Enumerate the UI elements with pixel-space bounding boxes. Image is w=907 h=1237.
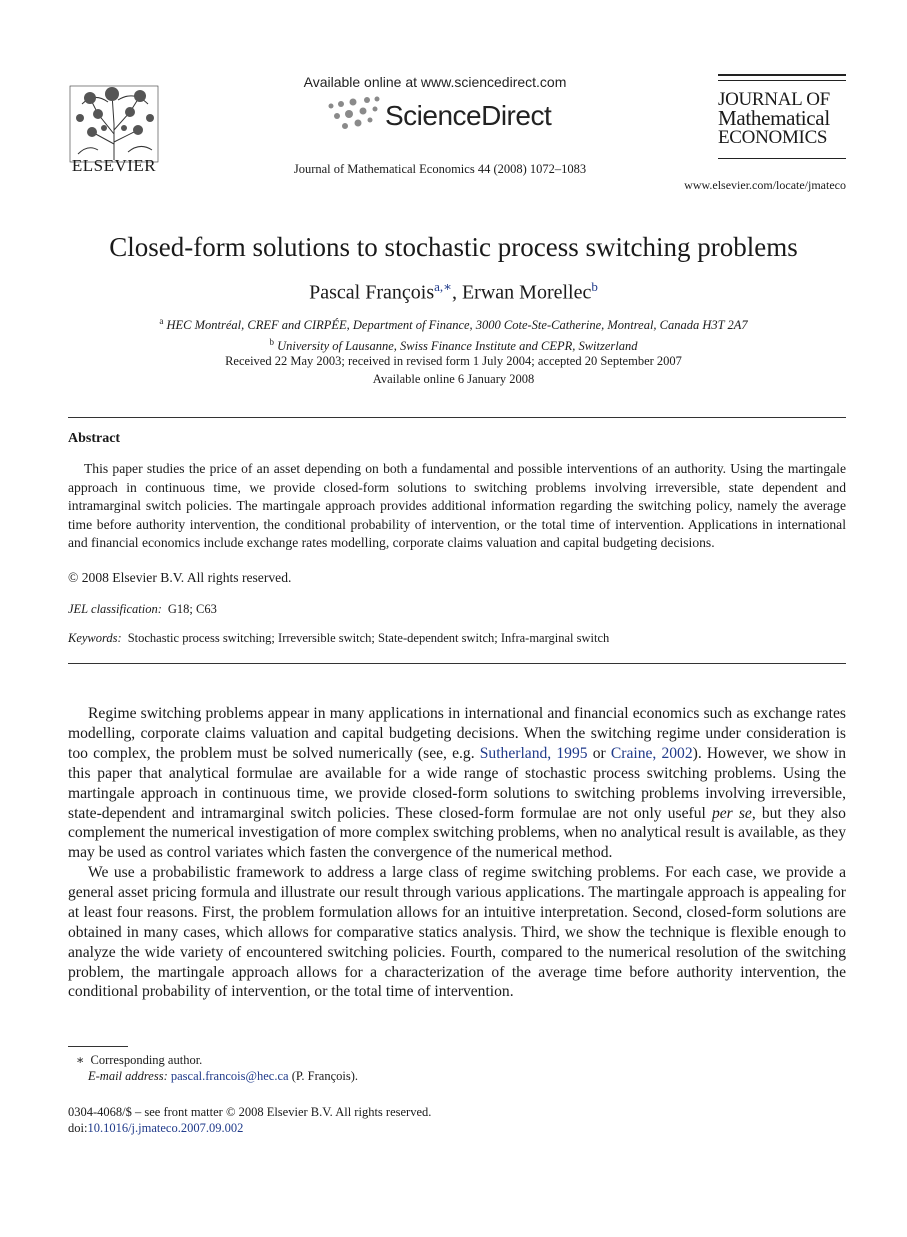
abstract-copyright: © 2008 Elsevier B.V. All rights reserved. bbox=[68, 570, 292, 585]
citation-link[interactable]: Sutherland, 1995 bbox=[479, 744, 588, 762]
citation-link[interactable]: Craine, 2002 bbox=[610, 744, 693, 762]
available-online-date: Available online 6 January 2008 bbox=[372, 372, 535, 386]
sciencedirect-dots-icon bbox=[325, 96, 385, 132]
author-separator: , bbox=[451, 281, 462, 304]
journal-logo-line3: ECONOMICS bbox=[718, 127, 828, 148]
section-divider bbox=[68, 663, 846, 664]
footnote-mark: ∗ bbox=[76, 1053, 85, 1067]
journal-logo-title bbox=[718, 90, 848, 147]
keywords bbox=[68, 631, 609, 646]
article-title: Closed-form solutions to stochastic process switching problems bbox=[109, 232, 798, 262]
journal-reference: Journal of Mathematical Economics 44 (2008) 1072–1083 bbox=[293, 162, 587, 176]
author-list bbox=[40, 279, 867, 305]
keywords-label: Keywords: bbox=[68, 631, 122, 645]
paragraph-text: , but they also complement the numerical investigation of more complex switching problems, when no analytical result is available, as they may be used as control variates which fasten the convergence of the numerical method. bbox=[68, 804, 846, 862]
abstract-heading: Abstract bbox=[68, 431, 121, 446]
author-affil-link[interactable]: a,∗ bbox=[434, 279, 452, 294]
paragraph-text: Regime switching problems appear in many applications in international and financial economics such as exchange rates modelling, corporate claims valuation and capital budgeting decisions. When the switching regime under consideration is too complex, the problem must be solved numerically (see, e.g. bbox=[68, 705, 846, 762]
received-dates: Received 22 May 2003; received in revised form 1 July 2004; accepted 20 September 2007 bbox=[225, 354, 682, 368]
email-owner: (P. François). bbox=[291, 1069, 359, 1083]
body-paragraph bbox=[68, 704, 846, 863]
affiliation-text: University of Lausanne, Swiss Finance Institute and CEPR, Switzerland bbox=[277, 339, 638, 354]
affiliation-a bbox=[40, 313, 867, 334]
author-affil-link[interactable]: b bbox=[591, 279, 598, 294]
journal-logo-line1: JOURNAL OF bbox=[718, 89, 830, 110]
corresponding-author-note bbox=[68, 1052, 202, 1069]
author-name: Erwan Morellec bbox=[461, 281, 592, 304]
affiliations bbox=[40, 313, 867, 355]
footnote-rule bbox=[68, 1046, 128, 1047]
paragraph-text: or bbox=[587, 744, 611, 762]
keywords-value: Stochastic process switching; Irreversible switch; State-dependent switch; Infra-marginal switch bbox=[127, 631, 610, 645]
section-divider bbox=[68, 417, 846, 418]
footnote-text: Corresponding author. bbox=[90, 1053, 203, 1067]
journal-url-link[interactable]: www.elsevier.com/locate/jmateco bbox=[684, 178, 846, 192]
journal-logo-line2: Mathematical bbox=[718, 106, 830, 130]
email-link[interactable]: pascal.francois@hec.ca bbox=[170, 1069, 289, 1083]
affiliation-text: HEC Montréal, CREF and CIRPÉE, Department of Finance, 3000 Cote-Ste-Catherine, Montreal, Canada H3T 2A7 bbox=[166, 318, 748, 333]
journal-logo-rule bbox=[718, 80, 846, 81]
jel-classification bbox=[68, 602, 217, 617]
paragraph-italic-text: per se bbox=[711, 804, 752, 822]
body-paragraph: We use a probabilistic framework to address a large class of regime switching problems. For each case, we provide a general asset pricing formula and illustrate our result through various applications. The martingale approach is appealing for at least four reasons. First, the problem formulation allows for an intuitive interpretation. Second, closed-form solutions are obtained in many cases, which allows for comparative statics analysis. Third, we show the technique is flexible enough to analyze the wide variety of encountered switching policies. Fourth, compared to the numerical resolution of the switching problem, the martingale approach allows for a characterization of the average time before authority intervention, the conditional probability of intervention, or the total time of intervention. bbox=[68, 864, 846, 1001]
paragraph-text: ). However, we show in this paper that analytical formulae are available for a wide range of stochastic process switching problems. Using the martingale approach in continuous time, we provide closed-form solutions to switching problems involving irreversible, state-dependent and intramarginal switch policies. These closed-form formulae are not only useful bbox=[68, 744, 846, 822]
article-history bbox=[40, 352, 867, 388]
journal-logo-rule bbox=[718, 74, 846, 76]
affiliation-mark: b bbox=[269, 337, 274, 348]
email-note bbox=[88, 1069, 358, 1084]
jel-value: G18; C63 bbox=[167, 602, 217, 616]
journal-logo-rule bbox=[718, 158, 846, 159]
affiliation-mark: a bbox=[159, 316, 164, 326]
available-online-text: Available online at www.sciencedirect.com bbox=[303, 74, 567, 90]
abstract-text: This paper studies the price of an asset depending on both a fundamental and possible interventions of an authority. Using the martingale approach in continuous time, we provide closed-form solutions to switching problems involving irreversible, state dependent and intramarginal switch policies. The martingale approach provides additional information regarding the switching policy, namely the average time before authority intervention, the conditional probability of intervention, or the total time of intervention. Applications in international and financial economics include exchange rates modelling, corporate claims valuation and capital budgeting decisions. bbox=[68, 461, 846, 551]
sciencedirect-wordmark: ScienceDirect bbox=[385, 100, 552, 131]
publisher-name: ELSEVIER bbox=[71, 156, 157, 175]
jel-label: JEL classification: bbox=[68, 602, 162, 616]
front-matter-note: 0304-4068/$ – see front matter © 2008 Elsevier B.V. All rights reserved. bbox=[68, 1105, 432, 1119]
email-label: E-mail address: bbox=[88, 1069, 168, 1083]
doi-line bbox=[68, 1121, 243, 1136]
doi-link[interactable]: 10.1016/j.jmateco.2007.09.002 bbox=[87, 1121, 244, 1135]
author-name: Pascal François bbox=[309, 281, 435, 304]
doi-label: doi: bbox=[68, 1121, 88, 1135]
